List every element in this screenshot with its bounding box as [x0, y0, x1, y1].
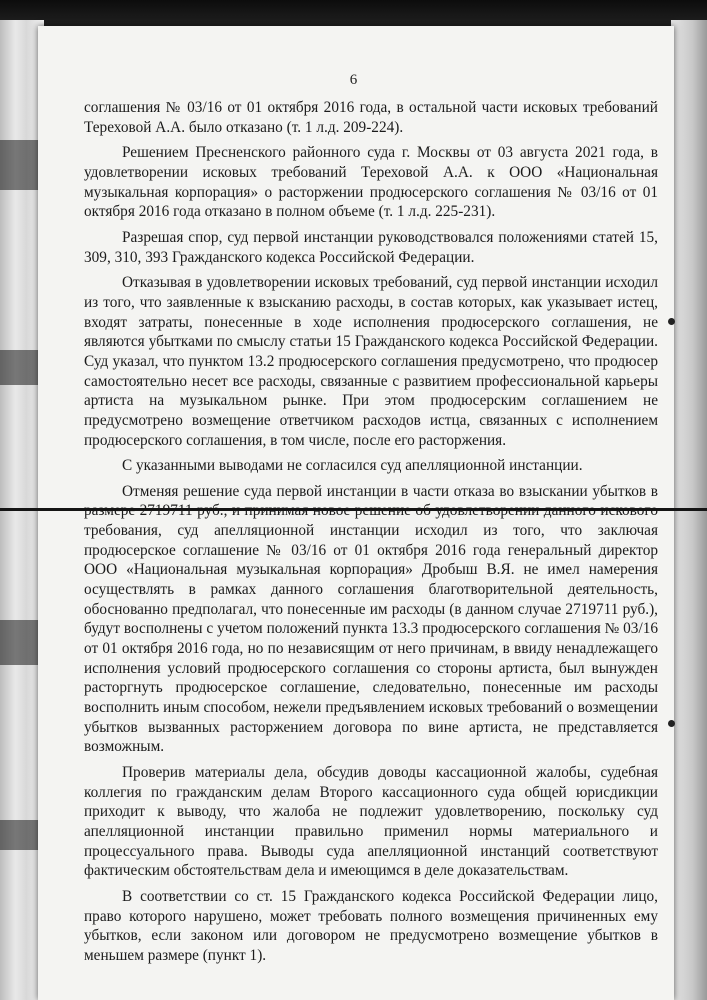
- paragraph: Решением Пресненского районного суда г. Москвы от 03 августа 2021 года, в удовлетворении исковых требований Тереховой А.А. к ООО «Национальная музыкальная корпорация» о расторжении продюсерского соглашения № 03/16 от 01 октября 2016 года отказано в полном объеме (т. 1 л.д. 225-231).: [84, 144, 658, 221]
- paragraph: С указанными выводами не согласился суд апелляционной инстанции.: [122, 457, 583, 475]
- scan-fold-line: [0, 508, 707, 511]
- paragraph: Отменяя решение суда первой инстанции в части отказа во взыскании убытков в требования, суд апелляционной инстанции исходил из того, что заключая продюсерское соглашение № 03/16 от 01 октября 2016 года генеральный директор ООО «Национальная музыкальная корпорация» Дробыш В.Я. не имел намерения осуществлять в рамках данного соглашения благотворительной деятельность, обоснованно предполагал, что понесенные им расходы (в данном случае 2719711 руб.), будут восполнены с учетом положений пункта 13.3 продюсерского соглашения № 03/16 от 01 октября 2016 года, но по независящим от него причинам, в ввиду ненадлежащего исполнения условий продюсерского соглашения со стороны артиста, был вынужден расторгнуть продюсерское соглашение, следовательно, понесенные им расходы восполнить иным способом, нежели предъявлением исковых требований о возмещении убытков вызванных расторжением договора по вине артиста, не представляется возможным.: [84, 482, 658, 756]
- paragraph: Отказывая в удовлетворении исковых требований, суд первой инстанции исходил из того, что заявленные к взысканию расходы, в состав которых, как указывает истец, входят затраты, понесенные в ходе исполнения продюсерского соглашения, не являются убытками по смыслу статьи 15 Гражданского кодекса Российской Федерации. Суд указал, что пунктом 13.2 продюсерского соглашения предусмотрено, что продюсер самостоятельно несет все расходы, связанные с развитием профессиональной карьеры артиста на музыкальном рынке. При этом продюсерским соглашением не предусмотрено возмещение ответчиком расходов истца, связанных с исполнением продюсерского соглашения, в том числе, после его расторжения.: [84, 274, 658, 449]
- document-body: [84, 98, 658, 966]
- paragraph: В соответствии со ст. 15 Гражданского кодекса Российской Федерации лицо, право которого нарушено, может требовать полного возмещения причиненных ему убытков, если законом или договором не предусмотрено возмещение убытков в меньшем размере (пункт 1).: [84, 887, 658, 964]
- paragraph: Проверив материалы дела, обсудив доводы кассационной жалобы, судебная коллегия по гражданским делам Второго кассационного суда общей юрисдикции приходит к выводу, что жалоба не подлежит удовлетворению, поскольку суд апелляционной инстанции правильно применил нормы материального и процессуального права. Выводы суда апелляционной инстанций соответствуют фактическим обстоятельствам дела и имеющимся в деле доказательствам.: [84, 764, 658, 880]
- punch-hole-mark: [668, 720, 675, 727]
- page-number: 6: [349, 72, 358, 88]
- paragraph: Разрешая спор, суд первой инстанции руководствовался положениями статей 15, 309, 310, 393 Гражданского кодекса Российской Федерации.: [84, 228, 658, 266]
- paragraph: соглашения № 03/16 от 01 октября 2016 года, в остальной части исковых требований Тереховой А.А. было отказано (т. 1 л.д. 209-224).: [84, 99, 658, 136]
- punch-hole-mark: [668, 318, 675, 325]
